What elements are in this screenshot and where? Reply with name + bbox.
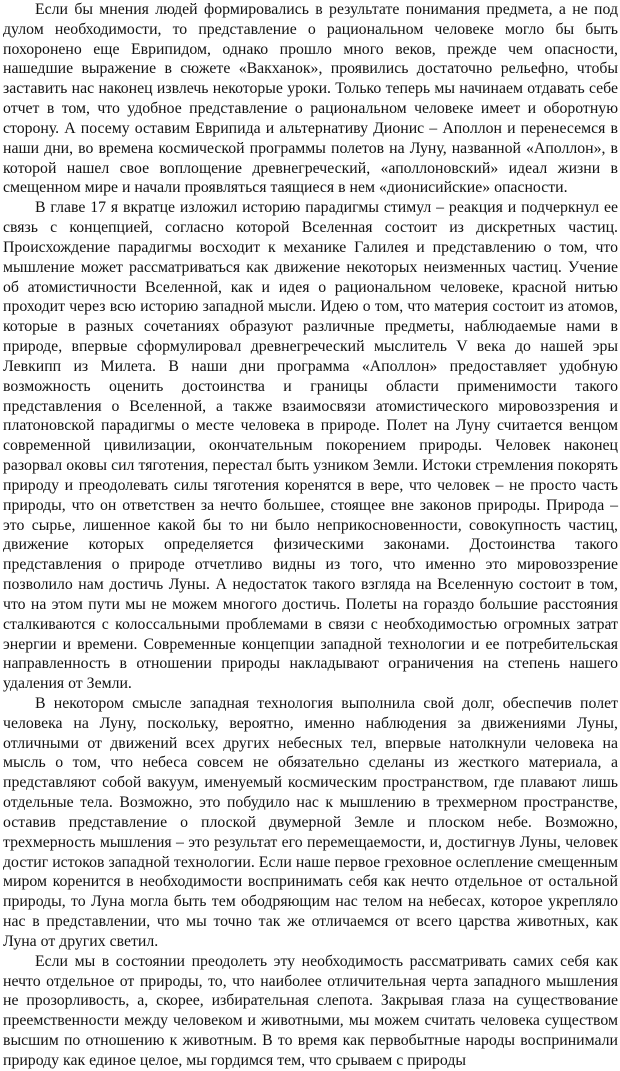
paragraph-selective-blindness: Если мы в состоянии преодолеть эту необходимость рассматривать самих себя как нечто отдельное от природы, то, что наиболее отличительная черта западного мышления не прозорливость, а, скорее, избирательная слепота. Закрывая глаза на существование преемственности между человеком и животными, мы можем считать человека существом высшим по отношению к животным. В то время как первобытные народы воспринимали природу как единое целое, мы гордимся тем, что срываем с природы bbox=[3, 952, 618, 1069]
paragraph-paradigm-atoms: В главе 17 я вкратце изложил историю парадигмы стимул – реакция и подчеркнул ее связь с концепцией, согласно которой Вселенная состоит из дискретных частиц. Происхождение парадигмы восходит к механике Галилея и представлению о том, что мышление может рассматриваться как движение некоторых неизменных частиц. Учение об атомистичности Вселенной, как и идея о рациональном человеке, красной нитью проходит через всю историю западной мысли. Идею о том, что материя состоит из атомов, которые в разных сочетаниях образуют различные предметы, наблюдаемые нами в природе, впервые сформулировал древнегреческий мыслитель V века до нашей эры Левкипп из Милета. В наши дни программа «Аполлон» предоставляет удобную возможность оценить достоинства и границы области применимости такого представления о Вселенной, а также взаимосвязи атомистического мировоззрения и платоновской парадигмы о месте человека в природе. Полет на Луну считается венцом современной цивилизации, окончательным покорением природы. Человек наконец разорвал оковы сил тяготения, перестал быть узником Земли. Истоки стремления покорять природу и преодолевать силы тяготения коренятся в вере, что человек – не просто часть природы, что он ответствен за нечто большее, стоящее вне законов природы. Природа – это сырье, лишенное какой бы то ни было неприкосновенности, совокупность частиц, движение которых определяется физическими законами. Достоинства такого представления о природе отчетливо видны из того, что именно это мировоззрение позволило нам достичь Луны. А недостаток такого взгляда на Вселенную состоит в том, что на этом пути мы не можем многого достичь. Полеты на гораздо большие расстояния сталкиваются с колоссальными проблемами в связи с необходимостью огромных затрат энергии и времени. Современные концепции западной технологии и ее потребительская направленность в отношении природы накладывают ограничения на степень нашего удаления от Земли. bbox=[3, 199, 618, 693]
paragraph-moon-technology: В некотором смысле западная технология выполнила свой долг, обеспечив полет человека на Луну, поскольку, вероятно, именно наблюдения за движениями Луны, отличными от движений всех других небесных тел, впервые натолкнули человека на мысль о том, что небеса совсем не обязательно сделаны из жесткого материала, а представляют собой вакуум, именуемый космическим пространством, где плавают лишь отдельные тела. Возможно, это побудило нас к мышлению в трехмерном пространстве, оставив представление о плоской двумерной Земле и плоском небе. Возможно, трехмерность мышления – это результат его перемещаемости, и, достигнув Луны, человек достиг истоков западной технологии. Если наше первое греховное ослепление смещенным миром коренится в необходимости воспринимать себя как нечто отдельное от остальной природы, то Луна могла быть тем ободряющим нас телом на небесах, которое укрепляло нас в представлении, что мы точно так же отличаемся от всего царства животных, как Луна от других светил. bbox=[3, 694, 618, 950]
paragraph-euripides: Если бы мнения людей формировались в результате понимания предмета, а не под дулом необходимости, то представление о рациональном человеке могло бы быть похоронено еще Еврипидом, однако прошло много веков, прежде чем опасности, нашедшие выражение в сюжете «Вакханок», проявились достаточно рельефно, чтобы заставить нас наконец извлечь некоторые уроки. Только теперь мы начинаем отдавать себе отчет в том, что удобное представление о рациональном человеке имеет и оборотную сторону. А посему оставим Еврипида и альтернативу Дионис – Аполлон и перенесемся в наши дни, во времена космической программы полетов на Луну, названной «Аполлон», в которой нашел свое воплощение древнегреческий, «аполлоновский» идеал жизни в смещенном мире и начали проявляться таящиеся в нем «дионисийские» опасности. bbox=[3, 1, 618, 197]
document-page bbox=[3, 0, 618, 1069]
